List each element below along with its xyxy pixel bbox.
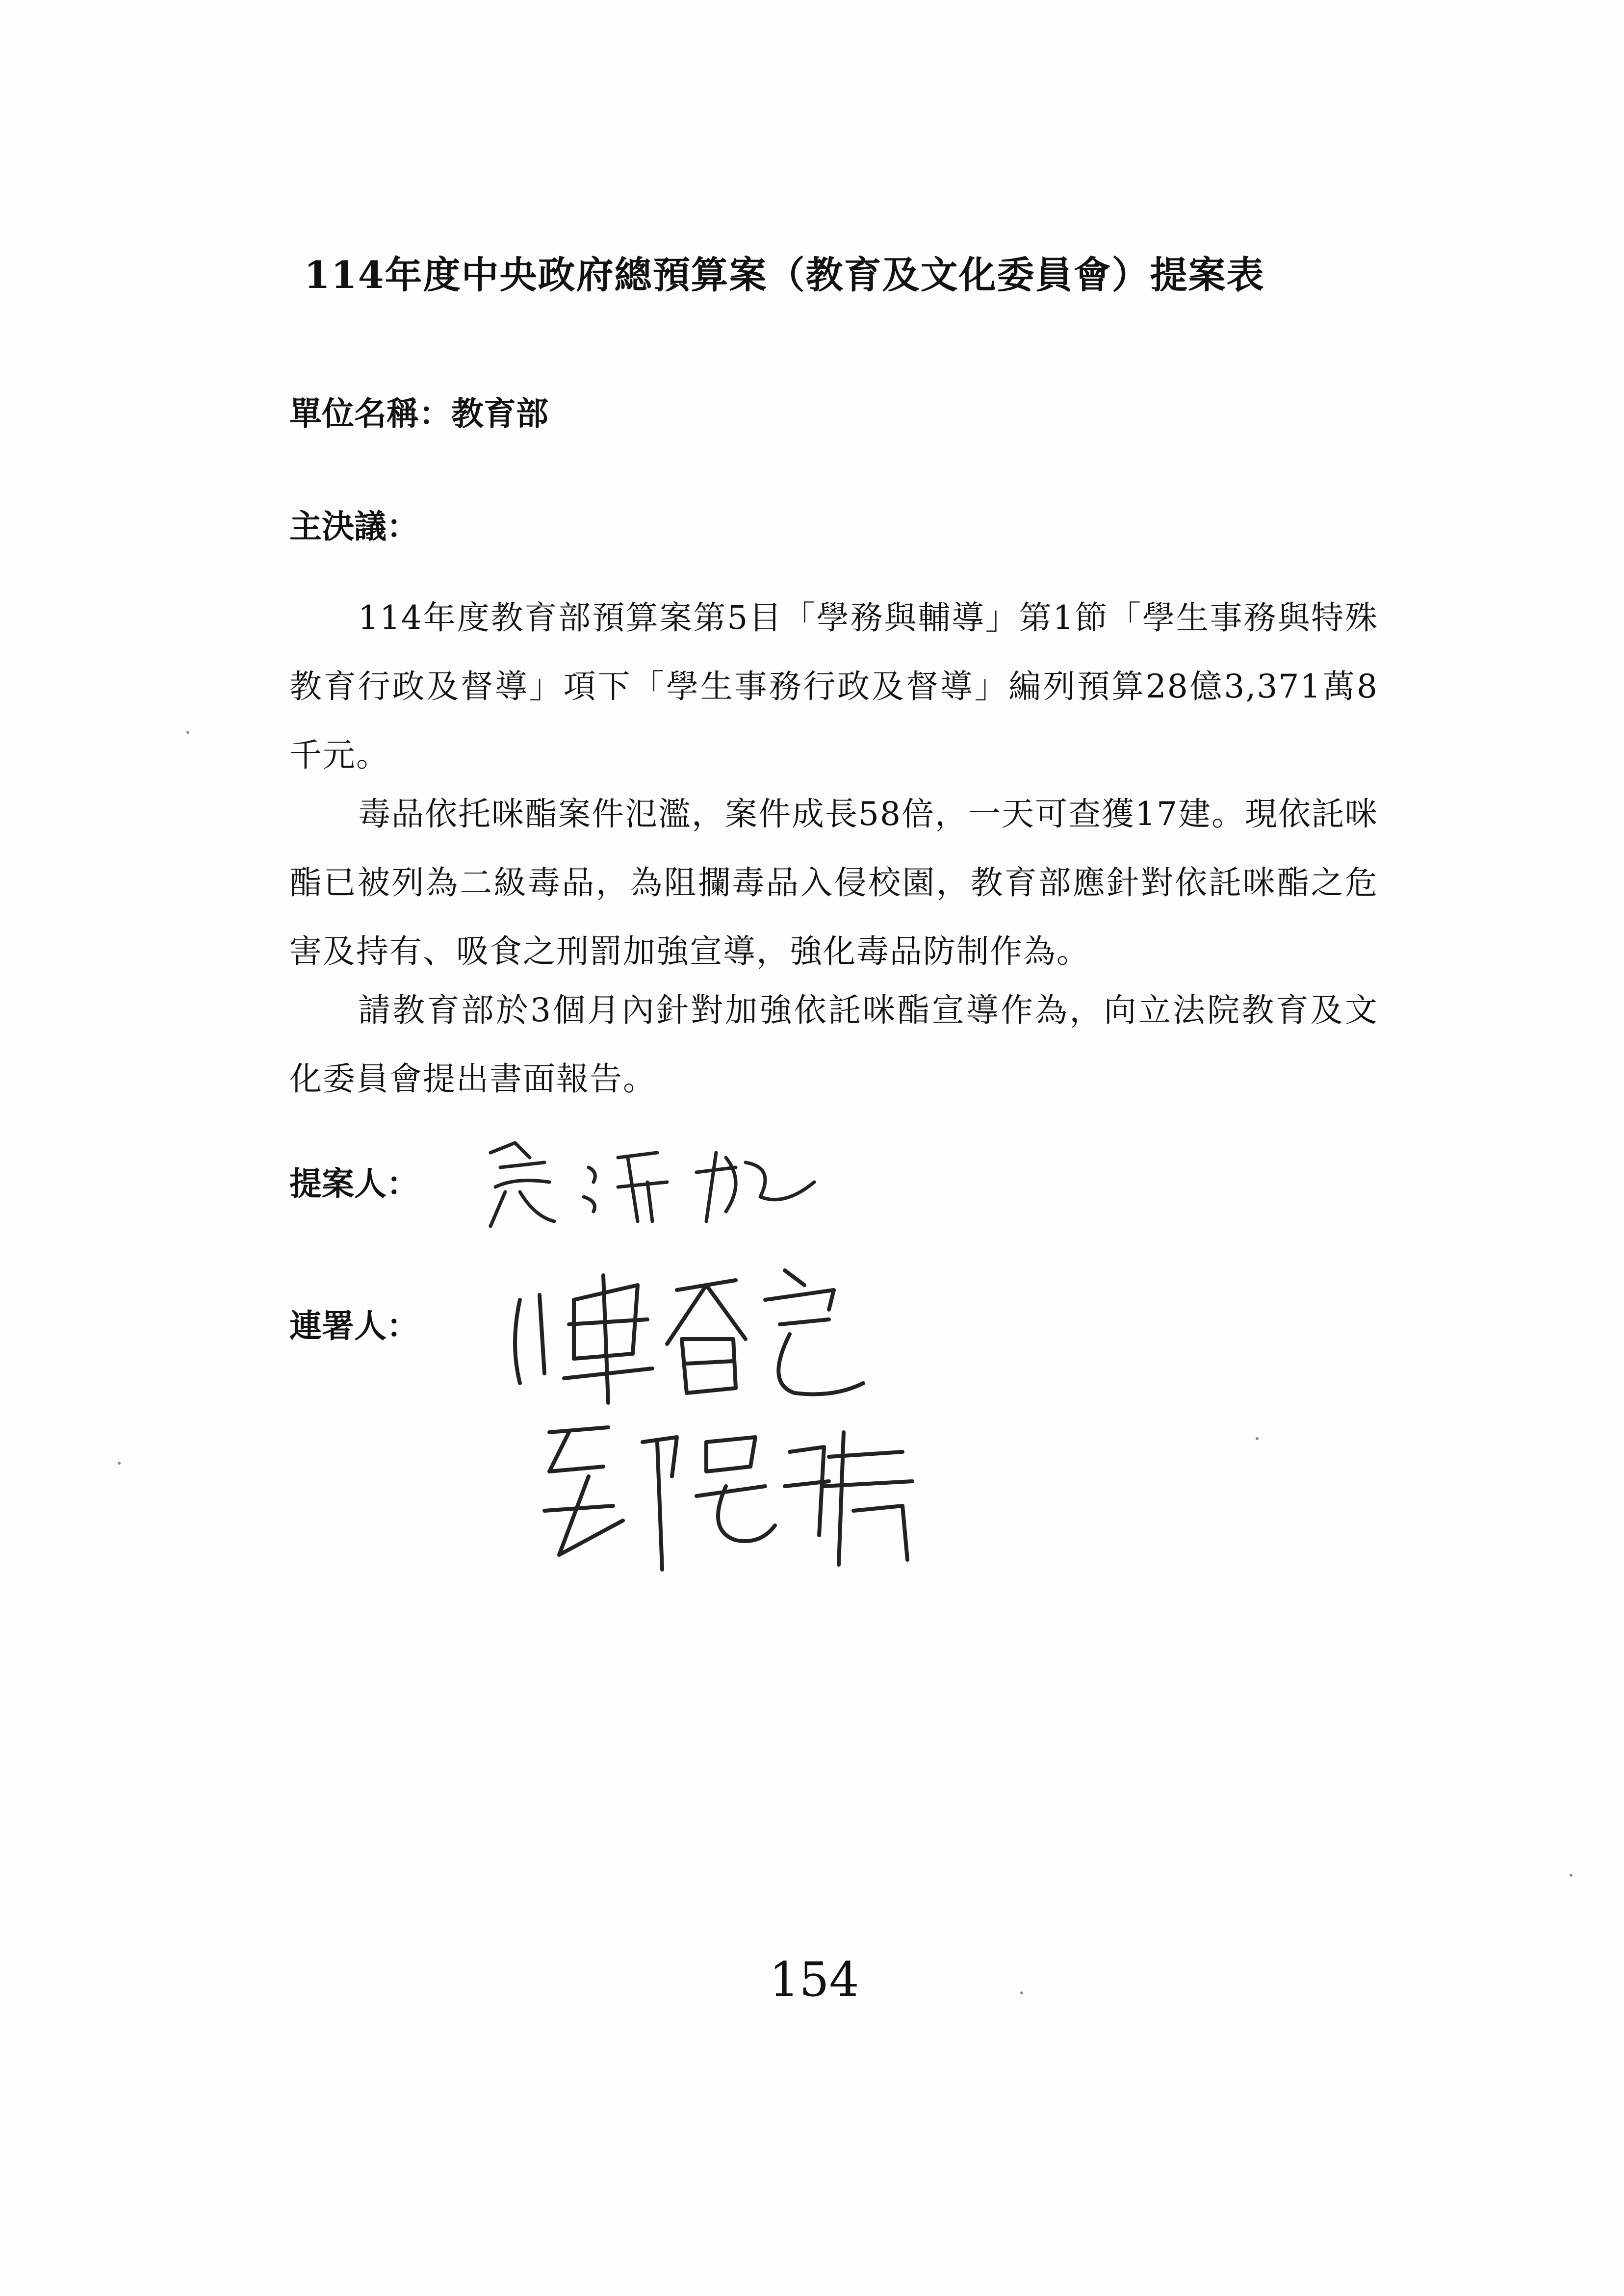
proposer-signature — [471, 1123, 853, 1241]
unit-label: 單位名稱： — [289, 394, 451, 433]
document-title: 114年度中央政府總預算案（教育及文化委員會）提案表 — [304, 253, 1265, 297]
scan-speck — [1570, 1874, 1572, 1877]
proposer-label: 提案人： — [289, 1164, 419, 1203]
cosigner-signature-1 — [490, 1256, 912, 1418]
unit-line — [289, 387, 548, 434]
scan-speck — [1256, 1437, 1259, 1440]
cosigner-signature-2 — [530, 1413, 942, 1574]
scan-speck — [186, 731, 189, 734]
paragraph-request: 請教育部於3個月內針對加強依託咪酯宣導作為，向立法院教育及文化委員會提出書面報告。 — [289, 991, 1378, 1098]
cosigner-label: 連署人： — [289, 1307, 419, 1345]
unit-value: 教育部 — [451, 394, 548, 433]
scan-speck — [118, 1462, 121, 1465]
resolution-label: 主決議： — [289, 507, 419, 545]
paragraph-budget: 114年度教育部預算案第5目「學務與輔導」第1節「學生事務與特殊教育行政及督導」項下「學生事務行政及督導」編列預算28億3,371萬8千元。 — [289, 599, 1378, 774]
scan-speck — [1020, 1991, 1023, 1994]
paragraph-issue: 毒品依托咪酯案件氾濫，案件成長58倍，一天可查獲17建。現依託咪酯已被列為二級毒品，為阻攔毒品入侵校園，教育部應針對依託咪酯之危害及持有、吸食之刑罰加強宣導，強化毒品防制作為。 — [289, 795, 1378, 970]
page-number: 154 — [769, 1952, 859, 2007]
